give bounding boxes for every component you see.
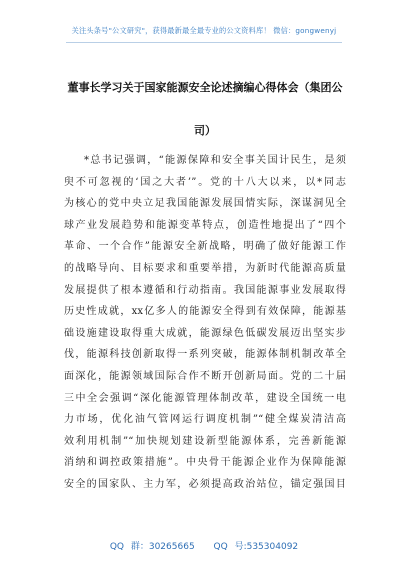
header-banner: 关注头条号"公文研究"，获得最新最全最专业的公文资料库！ 微信：gongwenyj (71, 26, 337, 35)
body-text (64, 150, 346, 496)
footer-qq-number: QQ 号:535304092 (213, 542, 299, 552)
body-line: 面深化，能源领域国际合作不断开创新局面。党的二十届 (64, 370, 346, 382)
body-line: 力市场，优化油气管网运行调度机制”“健全煤炭清洁高 (64, 414, 346, 426)
footer-qq-group: QQ 群：30265665 (109, 542, 195, 552)
footer-contact (0, 539, 408, 552)
body-line: 球产业发展趋势和能源变革特点，创造性地提出了“四个 (64, 219, 346, 231)
body-line: 为核心的党中央立足我国能源发展国情实际，深谋洞见全 (64, 198, 346, 210)
body-line: 安全的国家队、主力军，必须提高政治站位，锚定强国目 (64, 478, 346, 490)
body-line: 臾不可忽视的‘国之大者’”。党的十八大以来，以*同志 (64, 176, 346, 188)
body-line: 消纳和调控政策措施”。中央骨干能源企业作为保障能源 (64, 457, 346, 469)
body-line: 伐，能源科技创新取得一系列突破，能源体制机制改革全 (64, 349, 346, 361)
body-line: 的战略导向、目标要求和重要举措，为新时代能源高质量 (64, 262, 346, 274)
document-title-line-2: 司） (194, 124, 216, 137)
body-line: 础设施建设取得重大成就，能源绿色低碳发展迈出坚实步 (64, 327, 346, 339)
header-divider (66, 42, 342, 43)
body-line: 三中全会强调“深化能源管理体制改革，建设全国统一电 (64, 392, 346, 404)
body-line: 发展提供了根本遵循和行动指南。我国能源事业发展取得 (64, 284, 346, 296)
body-line: *总书记强调，“能源保障和安全事关国计民生，是须 (84, 155, 346, 166)
body-line: 革命、一个合作”能源安全新战略，明确了做好能源工作 (64, 241, 346, 253)
body-line: 效利用机制”“加快规划建设新型能源体系，完善新能源 (64, 435, 346, 447)
body-line: 历史性成就，xx亿多人的能源安全得到有效保障，能源基 (64, 306, 346, 318)
document-title-line-1: 董事长学习关于国家能源安全论述摘编心得体会（集团公 (67, 81, 343, 94)
